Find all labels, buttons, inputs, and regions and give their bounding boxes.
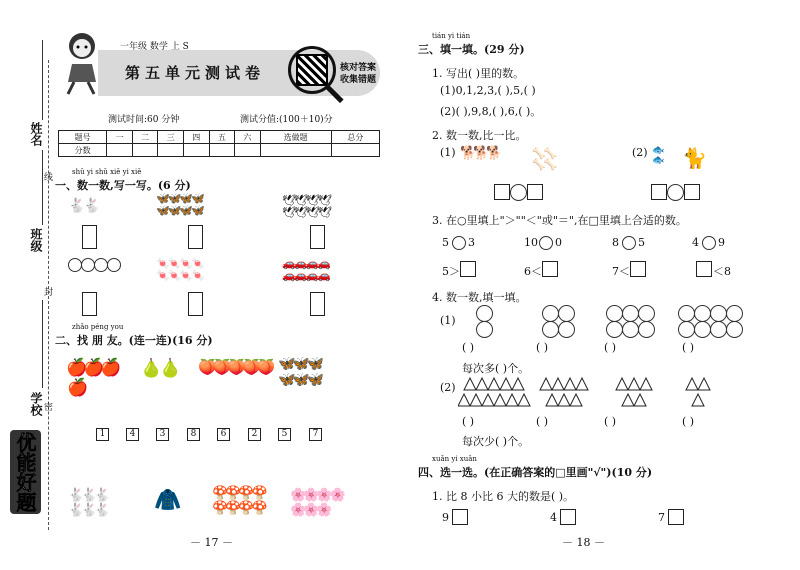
class-label: 班级 <box>29 228 43 252</box>
answer-box[interactable] <box>696 261 712 277</box>
table-header: 题号 <box>59 131 107 144</box>
number-box[interactable]: 2 <box>248 428 261 441</box>
answer-box[interactable] <box>630 261 646 277</box>
score-cell[interactable] <box>107 144 133 157</box>
fish-picture: 🐟 🐟 <box>652 145 665 166</box>
class-underline <box>42 150 43 225</box>
number-box[interactable]: 4 <box>126 428 139 441</box>
score-cell[interactable] <box>132 144 158 157</box>
q3-prompt: 3. 在○里填上"＞""＜"或"＝",在□里填上合适的数。 <box>432 214 687 227</box>
count-blank[interactable]: ( ) <box>462 341 475 354</box>
section2-pinyin: zhǎo péng you <box>72 323 124 331</box>
answer-box[interactable] <box>82 292 97 316</box>
butterflies-group-picture: 🦋🦋🦋 🦋🦋🦋 <box>278 356 322 388</box>
score-cell[interactable] <box>183 144 209 157</box>
score-cell[interactable] <box>209 144 235 157</box>
table-header: 六 <box>235 131 261 144</box>
q3-num: 8 <box>612 236 619 249</box>
q2-prompt: 2. 数一数,比一比。 <box>432 129 527 142</box>
right-page <box>400 0 800 570</box>
compare-circle[interactable] <box>510 184 527 201</box>
circle-shape <box>710 321 727 338</box>
q3-num: 3 <box>468 236 475 249</box>
q1b-sequence[interactable]: (2)( ),9,8,( ),6,( )。 <box>440 105 542 118</box>
q3-expr: 6＜ <box>524 265 542 278</box>
brand-logo: 优能好题 <box>10 430 41 514</box>
table-header: 三 <box>158 131 184 144</box>
option-checkbox[interactable] <box>668 509 684 525</box>
s4-q1-prompt: 1. 比 8 小比 6 大的数是( )。 <box>432 490 575 503</box>
number-box[interactable]: 7 <box>309 428 322 441</box>
peaches-picture: 🍑🍑🍑🍑🍑 <box>198 358 272 376</box>
circle-shape <box>726 305 743 322</box>
score-table <box>58 130 380 157</box>
table-header: 五 <box>209 131 235 144</box>
flowers-picture: 🌸🌸🌸🌸 🌸🌸🌸 <box>290 488 343 518</box>
school-underline <box>42 300 43 388</box>
circle-shape <box>678 305 695 322</box>
circle-shape <box>694 305 711 322</box>
binding-margin <box>0 0 54 570</box>
test-time: 测试时间:60 分钟 <box>108 115 180 125</box>
q2b-label: (2) <box>632 146 648 159</box>
section4-pinyin: xuǎn yi xuǎn <box>432 455 477 463</box>
q3-num: 9 <box>718 236 725 249</box>
score-cell[interactable] <box>331 144 379 157</box>
circle-shape <box>606 305 623 322</box>
circle-shape <box>542 305 559 322</box>
table-header: 四 <box>183 131 209 144</box>
count-blank[interactable]: ( ) <box>604 341 617 354</box>
butterflies-picture: 🦋🦋🦋🦋 🦋🦋🦋🦋 <box>156 192 203 217</box>
grade-line: 一年级 数学 上 S <box>120 42 189 52</box>
answer-box[interactable] <box>82 225 97 249</box>
q3-expr: 5＞ <box>442 265 460 278</box>
apples-picture: 🍎🍎🍎 🍎 <box>66 358 118 398</box>
triangle-group-5 <box>616 378 652 406</box>
q3-num: 5 <box>442 236 449 249</box>
circle-shape <box>638 321 655 338</box>
option-checkbox[interactable] <box>452 509 468 525</box>
mushrooms-picture: 🍄🍄🍄🍄 🍄🍄🍄🍄 <box>212 486 265 516</box>
triangle-group-3 <box>686 378 710 406</box>
score-table-row <box>59 144 380 157</box>
lollipop-icon <box>107 258 121 272</box>
section1-title: 一、数一数,写一写。(6 分) <box>55 179 191 192</box>
answer-box[interactable] <box>494 184 510 200</box>
count-blank[interactable]: ( ) <box>682 341 695 354</box>
cat-picture: 🐈 <box>682 146 707 170</box>
circle-shape <box>476 321 493 338</box>
count-blank[interactable]: ( ) <box>604 415 617 428</box>
circle-shape <box>726 321 743 338</box>
q3-num: 10 <box>524 236 538 249</box>
count-blank[interactable]: ( ) <box>682 415 695 428</box>
page-number: － 18 － <box>562 536 605 549</box>
circle-shape <box>622 321 639 338</box>
q3-num: 0 <box>555 236 562 249</box>
lollipop-icon <box>68 258 82 272</box>
section3-pinyin: tián yi tián <box>432 32 471 40</box>
lollipop-icon <box>94 258 108 272</box>
compare-circle[interactable] <box>622 236 636 250</box>
rabbits-picture: 🐇🐇 <box>68 198 99 214</box>
dogs-picture: 🐕🐕🐕 <box>460 146 500 161</box>
q3-num: 5 <box>638 236 645 249</box>
compare-circle[interactable] <box>452 236 466 250</box>
school-label: 学校 <box>29 392 43 416</box>
answer-box[interactable] <box>527 184 543 200</box>
left-page <box>50 0 400 570</box>
birds-picture: 🕊🕊🕊🕊 🕊🕊🕊🕊 <box>282 194 330 219</box>
mascot-girl-icon <box>60 28 105 98</box>
test-title: 第五单元测试卷 <box>125 64 266 82</box>
answer-box[interactable] <box>542 261 558 277</box>
table-header: 总分 <box>331 131 379 144</box>
qr-note-1: 核对答案 <box>340 63 377 73</box>
answer-box[interactable] <box>310 225 325 249</box>
qr-note-2: 收集错题 <box>340 75 377 85</box>
table-header: 一 <box>107 131 133 144</box>
circle-shape <box>558 305 575 322</box>
answer-box[interactable] <box>684 184 700 200</box>
test-score: 测试分值:(100＋10)分 <box>240 115 333 125</box>
answer-box[interactable] <box>651 184 667 200</box>
option-label: 4 <box>550 511 557 524</box>
score-table-header-row <box>59 131 380 144</box>
cars-picture: 🚗🚗🚗🚗 🚗🚗🚗🚗 <box>282 257 329 282</box>
answer-box[interactable] <box>188 292 203 316</box>
name-underline <box>42 40 43 120</box>
circle-shape <box>558 321 575 338</box>
jacket-picture: 🧥 <box>154 488 182 513</box>
option-checkbox[interactable] <box>560 509 576 525</box>
compare-circle[interactable] <box>702 236 716 250</box>
score-cell[interactable] <box>235 144 261 157</box>
seal-mark: 封 <box>44 288 54 298</box>
more-each-time[interactable]: 每次多( )个。 <box>462 362 530 375</box>
section2-title: 二、找 朋 友。(连一连)(16 分) <box>55 334 213 347</box>
q4b-label: (2) <box>440 381 456 394</box>
triangle-groups <box>458 376 758 416</box>
table-header: 选做题 <box>260 131 331 144</box>
compare-circle[interactable] <box>667 184 684 201</box>
section3-title: 三、填一填。(29 分) <box>418 43 525 56</box>
row-label: 分数 <box>59 144 107 157</box>
circle-shape <box>678 321 695 338</box>
circle-shape <box>606 321 623 338</box>
q3-expr: ＜8 <box>713 265 731 278</box>
score-cell[interactable] <box>260 144 331 157</box>
circle-shape <box>542 321 559 338</box>
q4a-label: (1) <box>440 314 456 327</box>
name-label: 姓名 <box>29 122 43 146</box>
number-box[interactable]: 6 <box>217 428 230 441</box>
table-header: 二 <box>132 131 158 144</box>
bones-picture: 🦴🦴 🦴🦴 <box>532 147 556 171</box>
q3-expr: 7＜ <box>612 265 630 278</box>
count-blank[interactable]: ( ) <box>462 415 475 428</box>
circle-shape <box>622 305 639 322</box>
page-number: － 17 － <box>190 536 233 549</box>
option-label: 9 <box>442 511 449 524</box>
circle-shape <box>476 305 493 322</box>
answer-box[interactable] <box>310 292 325 316</box>
rabbits-group-picture: 🐇🐇🐇 🐇🐇🐇 <box>68 488 108 518</box>
q1-prompt: 1. 写出( )里的数。 <box>432 67 525 80</box>
circle-shape <box>638 305 655 322</box>
pears-picture: 🍐🍐 <box>140 358 179 379</box>
answer-box[interactable] <box>188 225 203 249</box>
compare-circle[interactable] <box>539 236 553 250</box>
score-cell[interactable] <box>158 144 184 157</box>
q3-num: 4 <box>692 236 699 249</box>
answer-box[interactable] <box>460 261 476 277</box>
number-box[interactable]: 1 <box>96 428 109 441</box>
circle-shape <box>710 305 727 322</box>
circle-shape <box>694 321 711 338</box>
secret-mark: 密 <box>44 403 54 413</box>
triangle-group-7 <box>540 378 588 406</box>
less-each-time[interactable]: 每次少( )个。 <box>462 435 530 448</box>
seal-line-mark: 线 <box>44 173 54 183</box>
section4-title: 四、选一选。(在正确答案的□里画"√")(10 分) <box>418 466 653 479</box>
section1-pinyin: shǔ yi shǔ xiě yi xiě <box>72 168 142 176</box>
number-box[interactable]: 3 <box>156 428 169 441</box>
option-label: 7 <box>658 511 665 524</box>
number-box[interactable]: 5 <box>278 428 291 441</box>
q4-prompt: 4. 数一数,填一填。 <box>432 291 527 304</box>
q1a-sequence[interactable]: (1)0,1,2,3,( ),5,( ) <box>440 84 536 97</box>
candies-picture: 🍬🍬🍬🍬 🍬🍬🍬🍬 <box>156 257 203 282</box>
lollipop-icon <box>81 258 95 272</box>
count-blank[interactable]: ( ) <box>536 415 549 428</box>
number-box[interactable]: 8 <box>187 428 200 441</box>
triangle-group-9 <box>458 378 530 406</box>
count-blank[interactable]: ( ) <box>536 341 549 354</box>
q2a-label: (1) <box>440 146 456 159</box>
